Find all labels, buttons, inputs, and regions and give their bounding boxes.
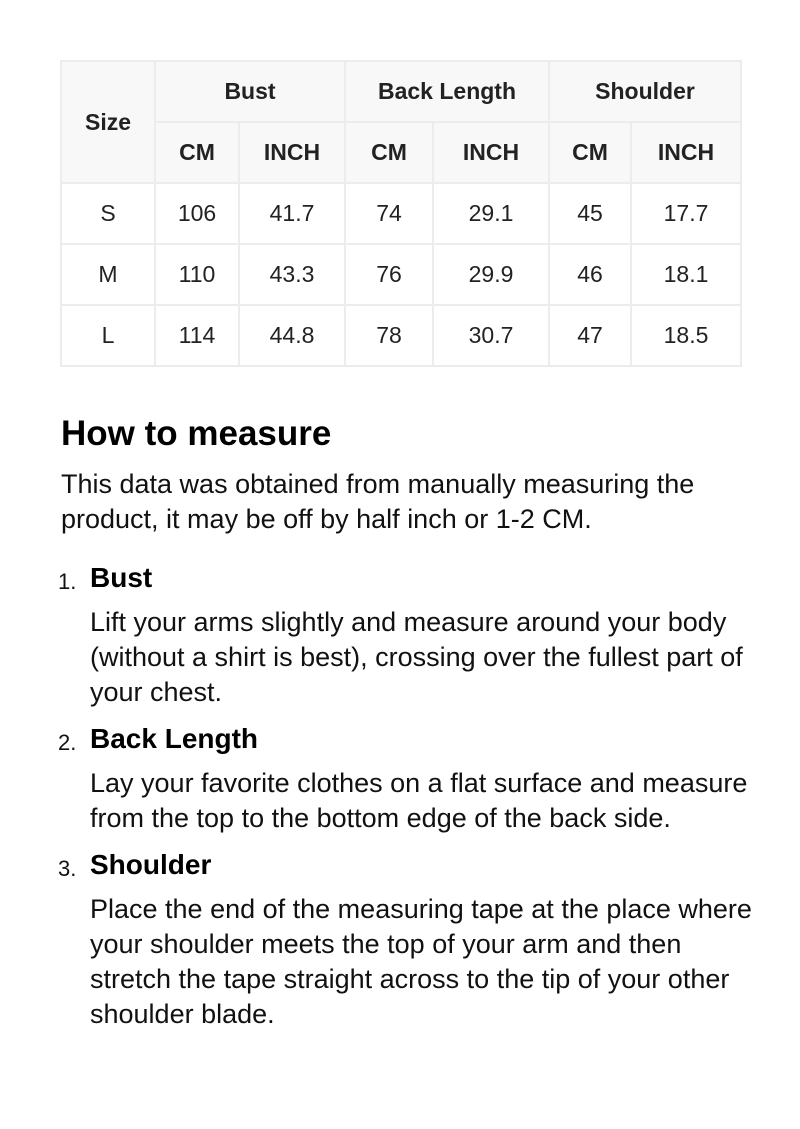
table-row: [61, 244, 741, 305]
list-item: [0, 847, 760, 1032]
step-title-bust: Bust: [90, 562, 153, 593]
size-cell: M: [61, 244, 155, 305]
back-length-group-header: Back Length: [345, 61, 549, 122]
step-title-shoulder: Shoulder: [90, 849, 212, 880]
table-cell: 18.1: [631, 244, 741, 305]
table-cell: 29.9: [433, 244, 549, 305]
step-number: 3.: [58, 856, 77, 881]
table-cell: 18.5: [631, 305, 741, 366]
shoulder-group-header: Shoulder: [549, 61, 741, 122]
table-row: [61, 183, 741, 244]
step-number: 1.: [58, 569, 77, 594]
size-chart-table: [60, 60, 742, 367]
size-cell: S: [61, 183, 155, 244]
step-description-shoulder: Place the end of the measuring tape at the place where your shoulder meets the top of your arm and then stretch the tape straight across to the tip of your other shoulder blade.: [90, 894, 752, 1029]
unit-header-cm: CM: [549, 122, 631, 183]
list-item: [0, 721, 760, 836]
table-cell: 78: [345, 305, 433, 366]
measure-steps-list: [0, 560, 760, 1043]
unit-header-inch: INCH: [631, 122, 741, 183]
table-header-row-groups: [61, 61, 741, 122]
step-description-back-length: Lay your favorite clothes on a flat surface and measure from the top to the bottom edge of the back side.: [90, 768, 748, 833]
table-cell: 43.3: [239, 244, 345, 305]
table-cell: 41.7: [239, 183, 345, 244]
table-cell: 45: [549, 183, 631, 244]
table-cell: 106: [155, 183, 239, 244]
measure-intro-text: This data was obtained from manually measuring the product, it may be off by half inch or 1-2 CM.: [61, 469, 695, 534]
list-item: [0, 560, 760, 710]
step-description-bust: Lift your arms slightly and measure around your body (without a shirt is best), crossing over the fullest part of your chest.: [90, 607, 743, 707]
table-cell: 114: [155, 305, 239, 366]
unit-header-inch: INCH: [239, 122, 345, 183]
table-cell: 74: [345, 183, 433, 244]
size-cell: L: [61, 305, 155, 366]
how-to-measure-heading: How to measure: [61, 414, 332, 453]
table-cell: 29.1: [433, 183, 549, 244]
unit-header-cm: CM: [345, 122, 433, 183]
unit-header-cm: CM: [155, 122, 239, 183]
table-cell: 30.7: [433, 305, 549, 366]
step-title-back-length: Back Length: [90, 723, 259, 754]
table-row: [61, 305, 741, 366]
bust-group-header: Bust: [155, 61, 345, 122]
step-number: 2.: [58, 730, 77, 755]
table-cell: 17.7: [631, 183, 741, 244]
table-cell: 46: [549, 244, 631, 305]
table-cell: 44.8: [239, 305, 345, 366]
table-header-row-units: [61, 122, 741, 183]
unit-header-inch: INCH: [433, 122, 549, 183]
table-cell: 110: [155, 244, 239, 305]
size-column-header: Size: [61, 61, 155, 183]
table-cell: 47: [549, 305, 631, 366]
table-cell: 76: [345, 244, 433, 305]
